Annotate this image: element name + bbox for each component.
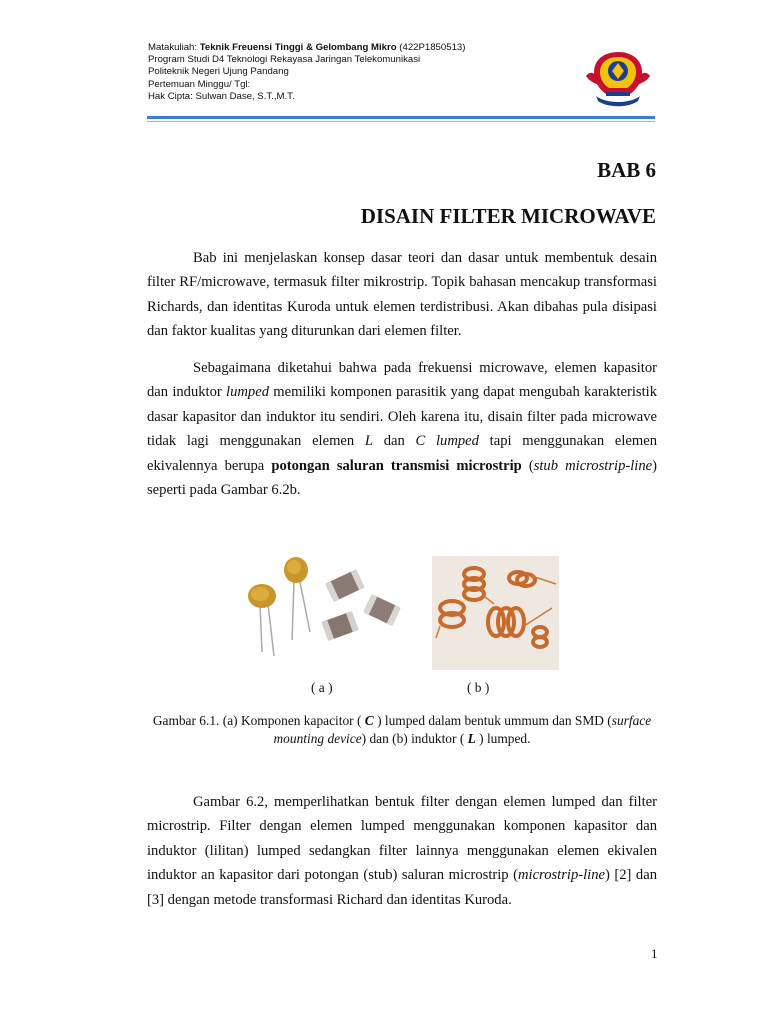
p2-italic-lumped: lumped — [226, 384, 269, 401]
caption-text: ) lumped. — [475, 731, 531, 746]
figure-label-b: ( b ) — [467, 680, 490, 695]
course-label: Matakuliah: — [148, 42, 200, 53]
chapter-number: BAB 6 — [597, 158, 656, 182]
p2-bold-term: potongan saluran transmisi microstrip — [271, 457, 522, 474]
capacitor-image — [240, 552, 410, 668]
document-header — [148, 42, 568, 103]
page-number: 1 — [651, 946, 658, 961]
caption-symbol-l: L — [467, 731, 476, 746]
header-meeting: Pertemuan Minggu/ Tgl: — [148, 78, 251, 90]
figure-label-a: ( a ) — [311, 680, 333, 695]
institution-logo — [582, 46, 654, 108]
caption-text: ) lumped dalam bentuk ummum dan SMD ( — [373, 713, 612, 728]
header-course-line — [148, 42, 568, 54]
caption-text: ) dan (b) induktor ( — [361, 731, 468, 746]
p2-italic-c-lumped: C lumped — [415, 433, 479, 450]
p2-italic-l: L — [364, 433, 374, 450]
header-rule — [147, 116, 655, 119]
p3-text: Gambar 6.2, memperlihatkan bentuk filter dengan elemen lumped dan filter microstrip. Filter dengan elemen lumped menggunakan komponen kapasitor dan induktor (lilitan) lumped sedangkan filter lainnya menggunakan elemen ekivalen induktor an kapasitor dari potongan (stub) saluran microstrip ( — [147, 794, 657, 884]
p2-text: ( — [521, 457, 534, 474]
p2-text: dan — [373, 433, 416, 450]
caption-symbol-c: C — [364, 713, 374, 728]
caption-italic-smd: surface mounting device — [273, 713, 652, 746]
header-institution: Politeknik Negeri Ujung Pandang — [148, 66, 289, 78]
paragraph-intro — [147, 246, 657, 344]
header-copyright: Hak Cipta: Sulwan Dase, S.T.,M.T. — [148, 90, 295, 102]
p2-text: tapi menggunakan elemen ekivalennya berupa — [147, 433, 657, 474]
paragraph-lumped — [147, 356, 657, 502]
paragraph-figure-6-2 — [147, 790, 657, 912]
p2-text: ) seperti pada Gambar 6.2b. — [147, 457, 657, 499]
header-rule-thin — [147, 121, 655, 122]
paragraph-intro-text: Bab ini menjelaskan konsep dasar teori dan dasar untuk membentuk desain filter RF/microwave, termasuk filter mikrostrip. Topik bahasan mencakup transformasi Richards, dan identitas Kuroda untuk elemen terdistribusi. Akan dibahas pula disipasi dan faktor kualitas yang diturunkan dari elemen filter. — [147, 250, 657, 340]
p3-text: ) [2] dan [3] dengan metode transformasi Richard dan identitas Kuroda. — [147, 867, 658, 908]
figure-caption — [147, 712, 657, 748]
course-name: Teknik Freuensi Tinggi & Gelombang Mikro — [199, 42, 397, 53]
caption-text: Gambar 6.1. (a) Komponen kapacitor ( — [152, 713, 365, 728]
course-code: (422P1850513) — [396, 42, 466, 53]
header-program: Program Studi D4 Teknologi Rekayasa Jaringan Telekomunikasi — [148, 54, 421, 66]
inductor-image — [432, 556, 559, 670]
chapter-title: DISAIN FILTER MICROWAVE — [360, 204, 656, 228]
p2-text: memiliki komponen parasitik yang dapat mengubah karakteristik dasar kapasitor dan induktor itu sendiri. Oleh karena itu, disain filter pada microwave tidak lagi menggunakan elemen — [147, 384, 657, 450]
p2-italic-stub: stub microstrip-line — [533, 457, 653, 474]
p2-text: Sebagaimana diketahui bahwa pada frekuensi microwave, elemen kapasitor dan induktor — [147, 360, 657, 401]
p3-italic-microstrip-line: microstrip-line — [517, 867, 605, 884]
